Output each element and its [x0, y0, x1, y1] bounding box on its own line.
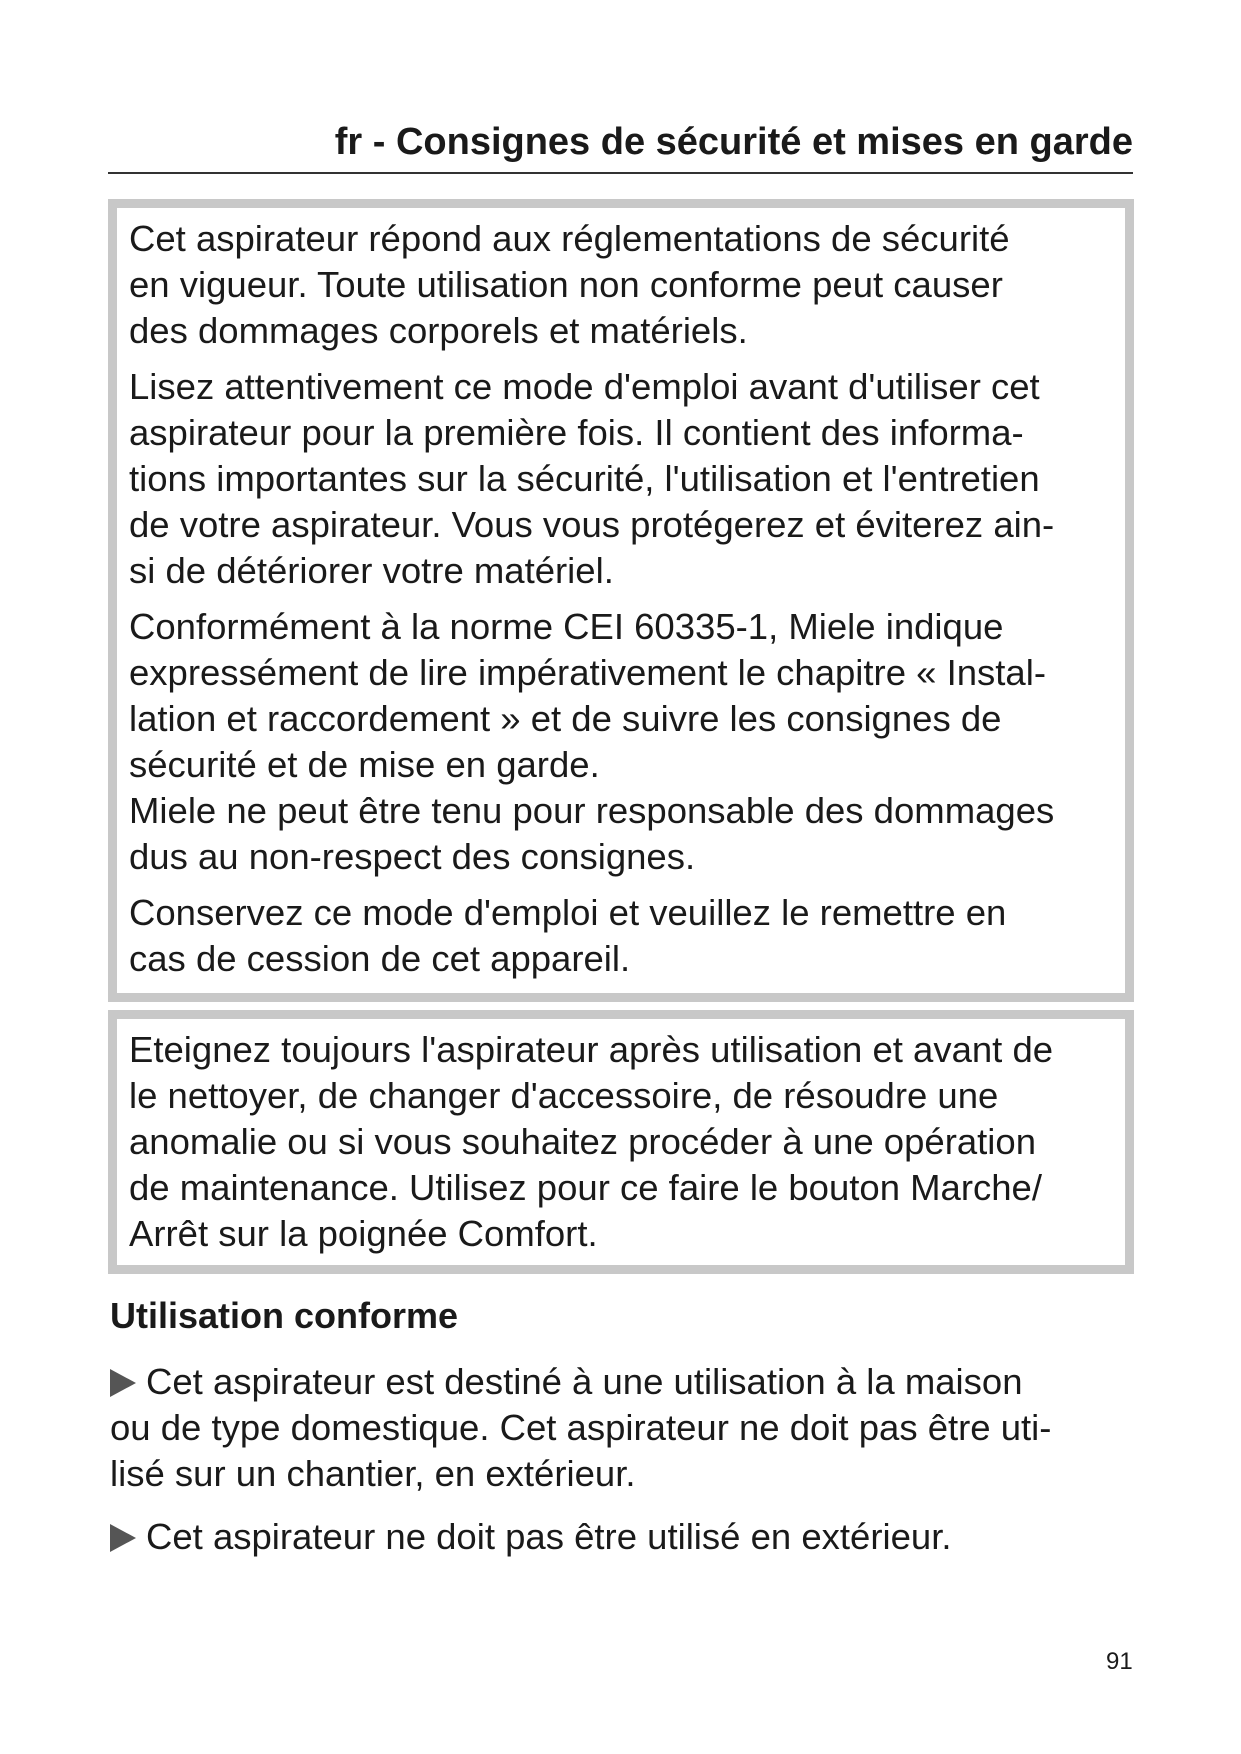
notice-paragraph-3: Conformément à la norme CEI 60335-1, Miele indique expressément de lire impérativement le chapitre « Instal- lation et raccordement » et de suivre les consignes de sécurité et de mise en garde. — [129, 606, 1046, 785]
bullet-item-1 — [110, 1359, 1140, 1497]
section-heading: Utilisation conforme — [110, 1295, 459, 1336]
bullet-item-2 — [110, 1514, 1140, 1560]
notice-paragraph-1: Cet aspirateur répond aux réglementations de sécurité en vigueur. Toute utilisation non conforme peut causer des dommages corporels et matériels. — [129, 218, 1010, 351]
safety-notice-box — [108, 199, 1134, 1002]
page-header — [108, 120, 1133, 174]
triangle-bullet-icon — [110, 1369, 136, 1397]
bullet-text-2: Cet aspirateur ne doit pas être utilisé en extérieur. — [146, 1516, 952, 1557]
page-title: fr - Consignes de sécurité et mises en garde — [334, 121, 1133, 163]
notice-paragraph-4: Miele ne peut être tenu pour responsable des dommages dus au non-respect des consignes. — [129, 790, 1055, 877]
triangle-bullet-icon — [110, 1524, 136, 1552]
warning-paragraph: Eteignez toujours l'aspirateur après utilisation et avant de le nettoyer, de changer d'accessoire, de résoudre une anomalie ou si vous souhaitez procéder à une opération de maintenance. Utilisez pour ce faire le bouton Marche/ Arrêt sur la poignée Comfort. — [129, 1029, 1054, 1254]
page-number: 91 — [1106, 1648, 1133, 1675]
notice-paragraph-2: Lisez attentivement ce mode d'emploi avant d'utiliser cet aspirateur pour la première fois. Il contient des informa- tions importantes sur la sécurité, l'utilisation et l'entretien de votre aspirateur. Vous vous protégerez et éviterez ain- si de détériorer votre matériel. — [129, 366, 1055, 591]
switch-off-warning-box — [108, 1010, 1134, 1274]
bullet-text-1: Cet aspirateur est destiné à une utilisation à la maison ou de type domestique. Cet aspirateur ne doit pas être uti- lisé sur un chantier, en extérieur. — [110, 1361, 1052, 1494]
notice-paragraph-5: Conservez ce mode d'emploi et veuillez le remettre en cas de cession de cet appareil. — [129, 892, 1007, 979]
